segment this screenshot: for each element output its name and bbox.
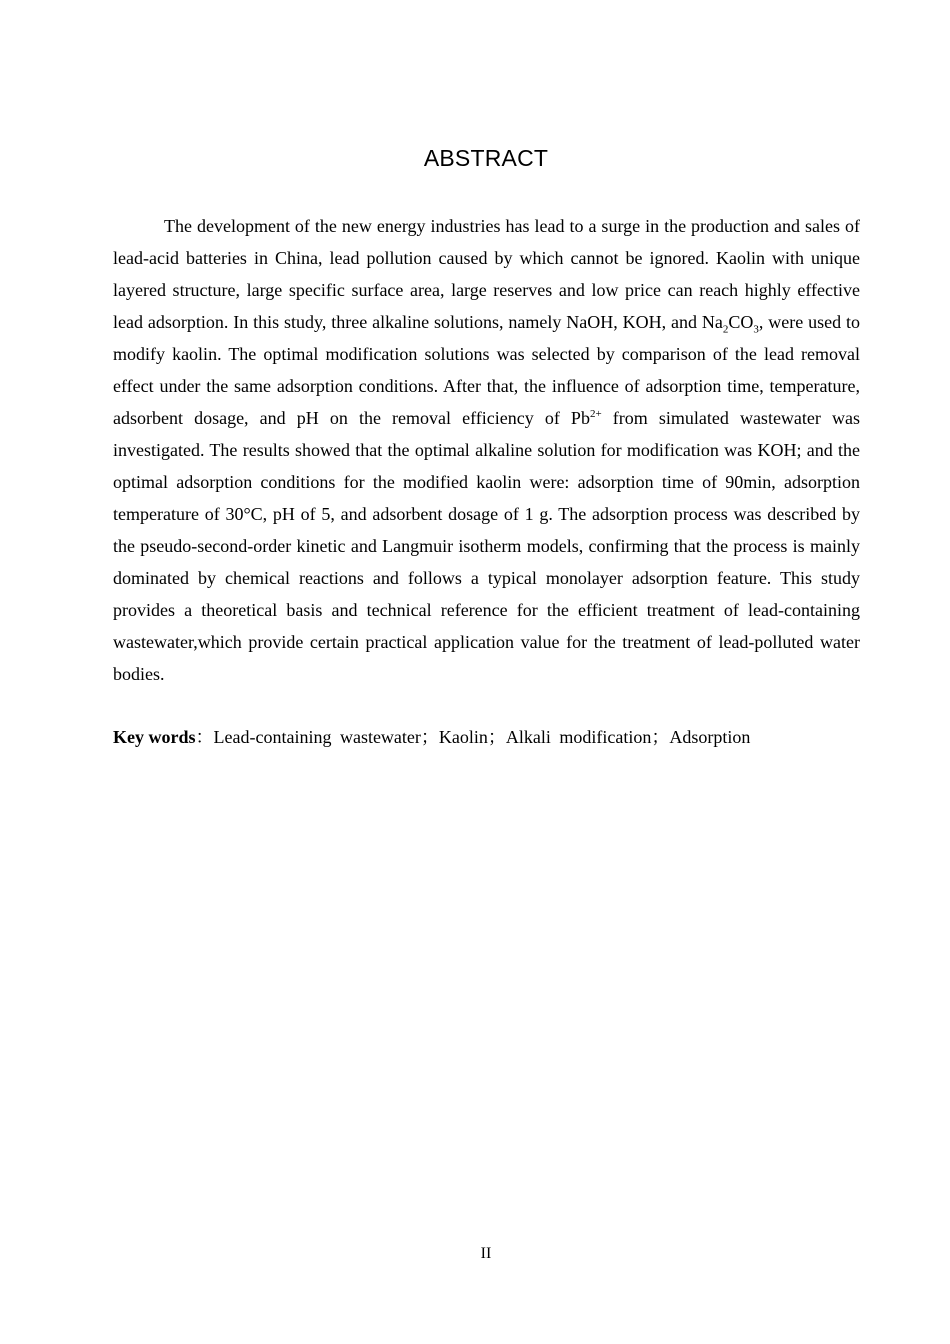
- keyword-separator: ；: [420, 727, 439, 747]
- keyword-separator: ；: [487, 727, 506, 747]
- abstract-text-part2: CO: [728, 312, 754, 332]
- keyword-separator: ；: [651, 727, 670, 747]
- keyword-item: Alkali modification: [505, 727, 652, 747]
- superscript-charge: 2+: [589, 408, 602, 420]
- abstract-text-part4: from simulated wastewater was investigated. The results showed that the optimal alkaline solution for modification was KOH; and the optimal adsorption conditions for the modified kaolin were: adsorption time of 90min, adsorption temperature of 30°C, pH of 5, and adsorbent dosage of 1 g. The adsorption process was described by the pseudo-second-order kinetic and Langmuir isotherm models, confirming that the process is mainly dominated by chemical reactions and follows a typical monolayer adsorption feature. This study provides a theoretical basis and technical reference for the efficient treatment of lead-containing wastewater,which provide certain practical application value for the treatment of lead-polluted water bodies.: [113, 408, 860, 684]
- abstract-paragraph: [113, 210, 860, 690]
- subscript-3: 3: [753, 323, 759, 336]
- keywords-label: Key words: [113, 727, 196, 747]
- keyword-item: Adsorption: [669, 727, 751, 747]
- keyword-item: Kaolin: [438, 727, 488, 747]
- abstract-text-part3: , were used to modify kaolin. The optimal modification solutions was selected by comparison of the lead removal effect under the same adsorption conditions. After that, the influence of adsorption time, temperature, adsorbent dosage, and pH on the removal efficiency of Pb: [113, 312, 860, 428]
- keyword-item: Lead-containing wastewater: [213, 727, 421, 747]
- page-number: II: [480, 1245, 492, 1262]
- subscript-2: 2: [722, 323, 729, 336]
- keywords-line: [113, 721, 860, 753]
- page-title: ABSTRACT: [423, 145, 549, 171]
- abstract-text-part1: The development of the new energy industries has lead to a surge in the production and sales of lead-acid batteries in China, lead pollution caused by which cannot be ignored. Kaolin with unique layered structure, large specific surface area, large reserves and low price can reach highly effective lead adsorption. In this study, three alkaline solutions, namely NaOH, KOH, and Na: [113, 216, 860, 332]
- keywords-label-separator: ：: [195, 727, 214, 747]
